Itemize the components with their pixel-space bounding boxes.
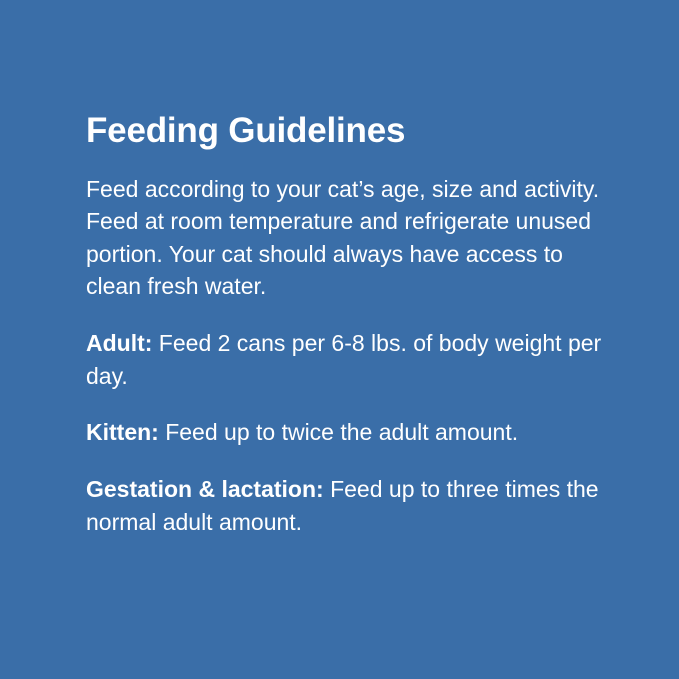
kitten-paragraph	[86, 416, 606, 449]
content-block	[86, 112, 606, 538]
intro-paragraph	[86, 173, 606, 304]
gestation-lactation-paragraph	[86, 473, 606, 538]
intro-paragraph-text: Feed according to your cat’s age, size and activity. Feed at room temperature and refrigerate unused portion. Your cat should always have access to clean fresh water.	[86, 175, 600, 300]
adult-paragraph-text: Feed 2 cans per 6-8 lbs. of body weight per day.	[86, 330, 602, 389]
gestation-lactation-paragraph-text: Feed up to three times the normal adult amount.	[86, 476, 599, 535]
adult-label: Adult:	[86, 330, 153, 357]
gestation-lactation-label: Gestation & lactation:	[86, 476, 324, 503]
page-title: Feeding Guidelines	[86, 111, 406, 150]
adult-paragraph	[86, 327, 606, 392]
kitten-label: Kitten:	[86, 419, 159, 446]
kitten-paragraph-text: Feed up to twice the adult amount.	[158, 419, 519, 446]
